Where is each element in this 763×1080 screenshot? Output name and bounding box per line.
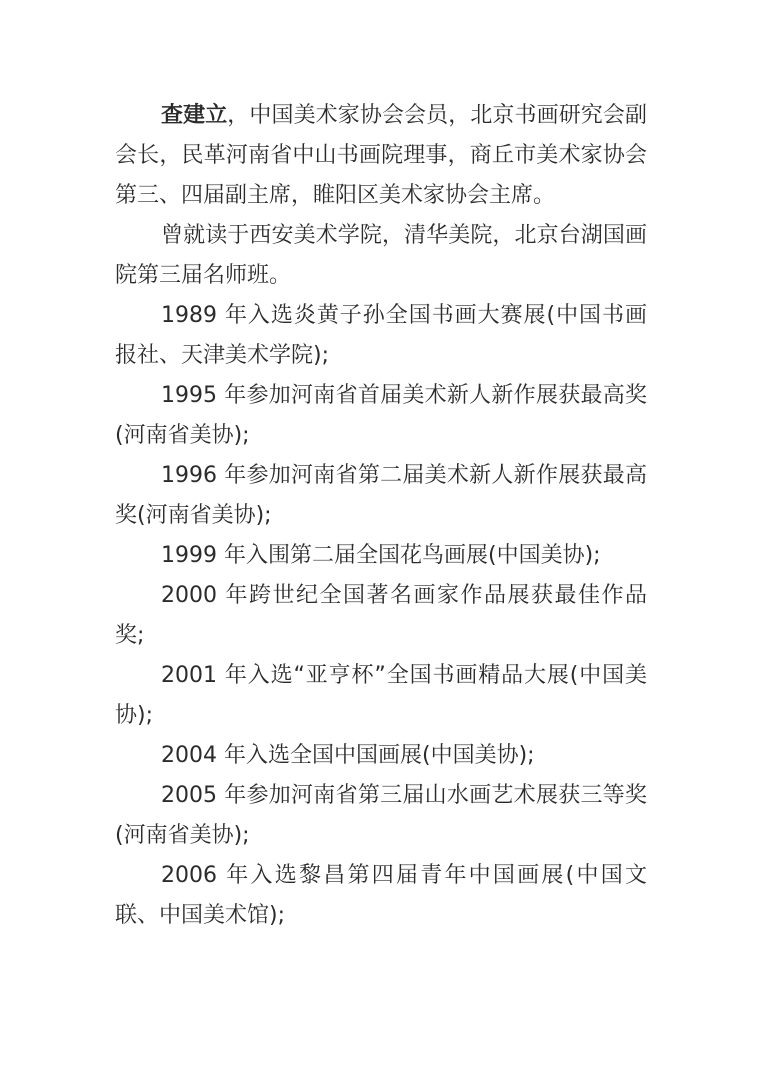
achievement-item: 1999 年入围第二届全国花鸟画展(中国美协); (161, 543, 601, 568)
intro-paragraph (115, 96, 647, 216)
achievement-item: 2004 年入选全国中国画展(中国美协); (161, 743, 535, 768)
achievement-item: 2006 年入选黎昌第四届青年中国画展(中国文联、中国美术馆); (115, 863, 647, 928)
achievement-item: 1989 年入选炎黄子孙全国书画大赛展(中国书画报社、天津美术学院); (115, 303, 647, 368)
biography-text (115, 96, 647, 936)
achievement-item: 1995 年参加河南省首届美术新人新作展获最高奖(河南省美协); (115, 383, 647, 448)
achievement-item: 1996 年参加河南省第二届美术新人新作展获最高奖(河南省美协); (115, 463, 647, 528)
achievement-item: 2001 年入选“亚亨杯”全国书画精品大展(中国美协); (115, 663, 647, 728)
intro-text: ，中国美术家协会会员，北京书画研究会副会长，民革河南省中山书画院理事，商丘市美术家协会第三、四届副主席，睢阳区美术家协会主席。 (115, 103, 647, 208)
artist-name: 查建立 (161, 103, 228, 128)
achievement-item: 2005 年参加河南省第三届山水画艺术展获三等奖(河南省美协); (115, 783, 647, 848)
education-paragraph: 曾就读于西安美术学院，清华美院，北京台湖国画院第三届名师班。 (115, 223, 647, 288)
achievement-item: 2000 年跨世纪全国著名画家作品展获最佳作品奖; (115, 583, 647, 648)
